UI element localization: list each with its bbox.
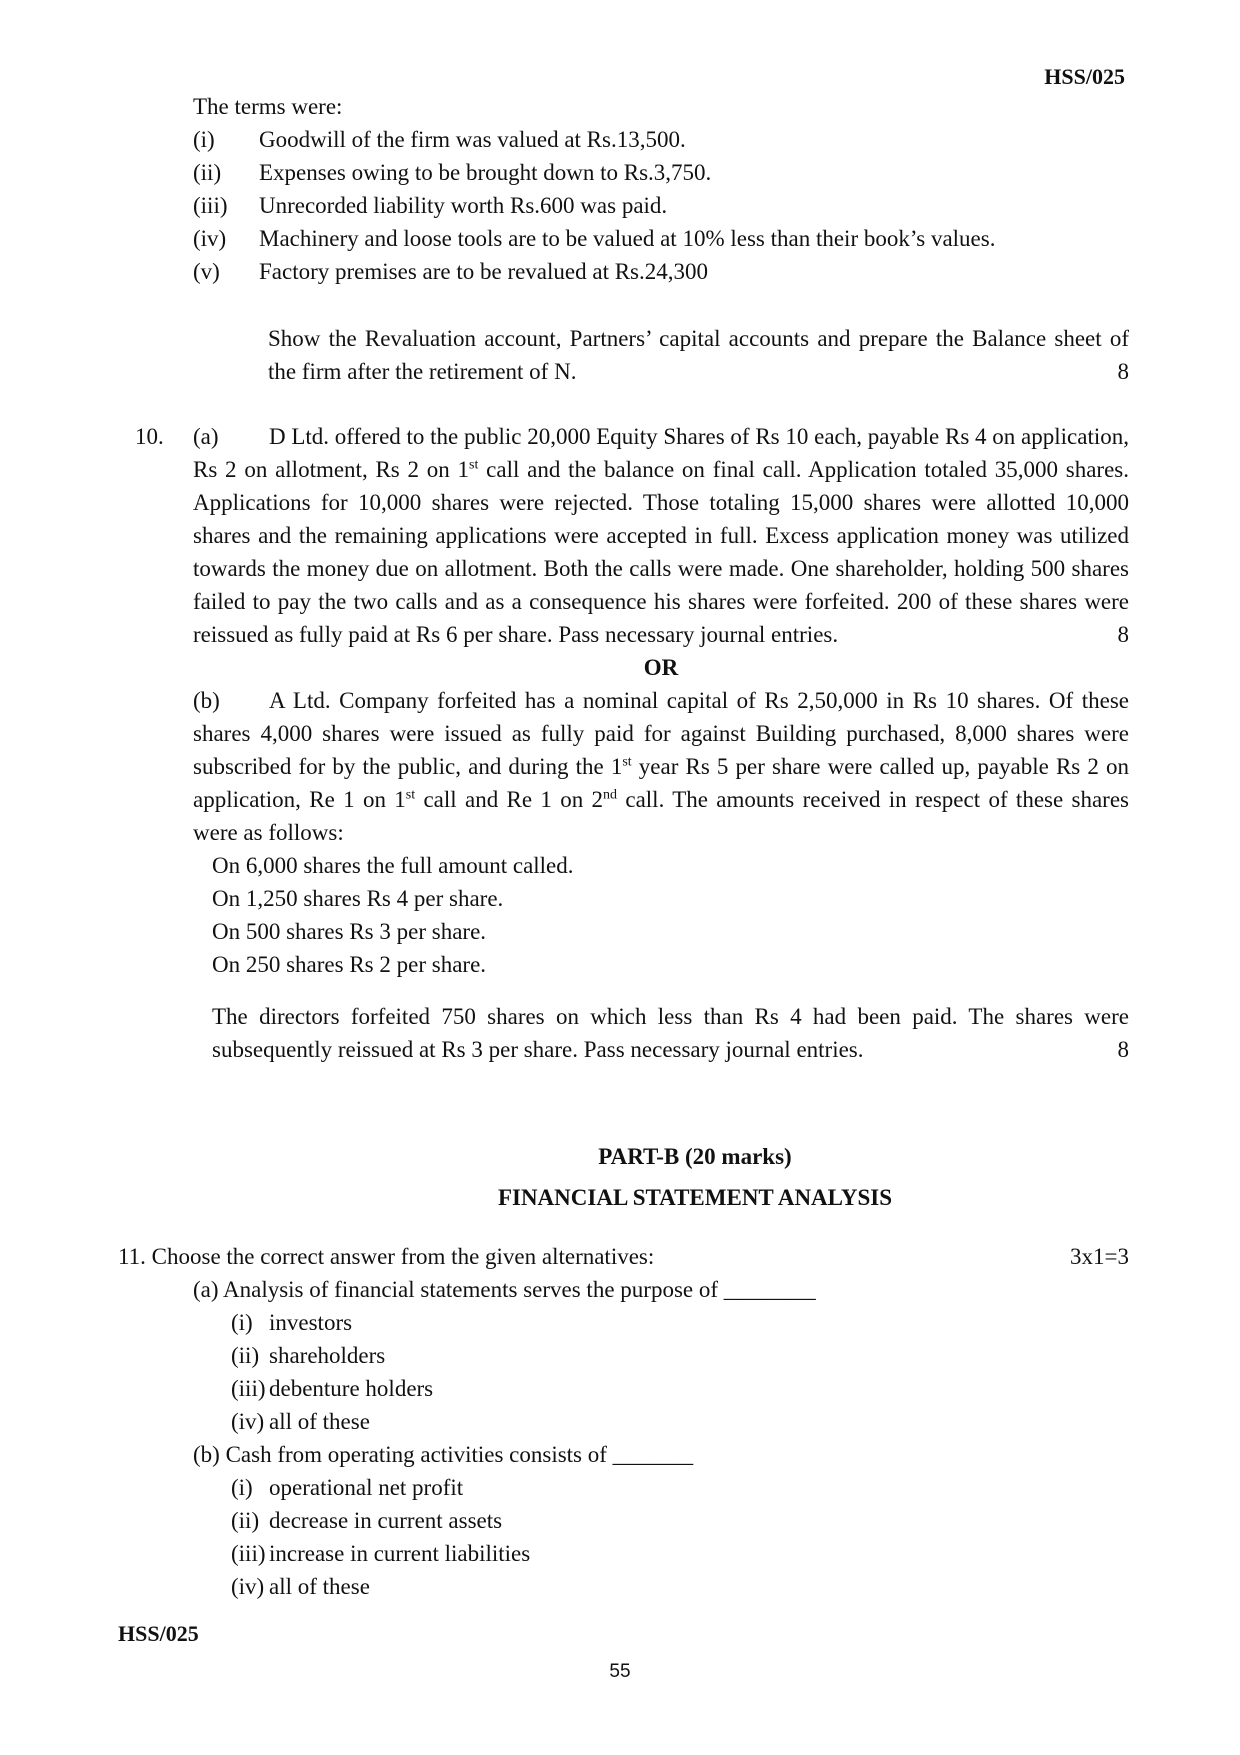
option-item: [231, 1570, 1129, 1603]
option-item: [231, 1405, 1129, 1438]
list-item: On 6,000 shares the full amount called.: [212, 853, 574, 878]
option-text: operational net profit: [269, 1475, 464, 1500]
q10b-closing: [212, 1000, 1129, 1066]
q10b-text: call and Re 1 on 2: [415, 787, 604, 812]
marks-label: 8: [1117, 359, 1129, 384]
q10-part-a: [193, 420, 1129, 651]
q10b-text: call. The amounts received in respect of these shares were as follows:: [193, 787, 1129, 845]
header-doc-code: HSS/025: [1044, 64, 1125, 89]
q11a-label: (a) Analysis of financial statements serves the purpose of ________: [193, 1277, 816, 1302]
term-num: (iv): [193, 226, 227, 251]
option-text: all of these: [269, 1409, 370, 1434]
q11-header: [118, 1240, 1129, 1273]
option-text: increase in current liabilities: [269, 1541, 531, 1566]
terms-task: [268, 322, 1129, 388]
list-item: On 1,250 shares Rs 4 per share.: [212, 886, 504, 911]
option-item: [231, 1339, 1129, 1372]
section-subject: FINANCIAL STATEMENT ANALYSIS: [497, 1185, 893, 1210]
option-num: (iv): [231, 1574, 265, 1599]
share-amount-list: [212, 849, 1129, 981]
option-num: (ii): [231, 1508, 260, 1533]
q11b-label: (b) Cash from operating activities consists of _______: [193, 1442, 694, 1467]
footer-doc-code: HSS/025: [118, 1621, 199, 1646]
question-10: [135, 420, 1129, 1066]
option-item: [231, 1537, 1129, 1570]
superscript: st: [469, 457, 479, 473]
q10-part-b: [193, 684, 1129, 849]
option-num: (i): [231, 1310, 253, 1335]
sub-label: (a): [193, 424, 219, 449]
terms-intro: The terms were:: [193, 94, 343, 119]
option-item: [231, 1372, 1129, 1405]
option-text: investors: [269, 1310, 353, 1335]
option-item: [231, 1504, 1129, 1537]
option-num: (i): [231, 1475, 253, 1500]
option-text: shareholders: [269, 1343, 386, 1368]
option-num: (iii): [231, 1541, 266, 1566]
part-b-title: PART-B (20 marks): [598, 1144, 792, 1169]
term-item: [193, 222, 1133, 255]
q10a-text: call and the balance on final call. Application totaled 35,000 shares. Applications for 10,000 shares were rejected. Those totaling 15,000 shares were allotted 10,000 shares and the remaining applications were accepted in full. Excess application money was utilized towards the money due on allotment. Both the calls were made. One shareholder, holding 500 shares failed to pay the two calls and as a consequence his shares were forfeited. 200 of these shares were reissued as fully paid at Rs 6 per share. Pass necessary journal entries.: [193, 457, 1129, 647]
list-item: On 250 shares Rs 2 per share.: [212, 952, 487, 977]
superscript: nd: [603, 787, 618, 803]
term-text: Machinery and loose tools are to be valued at 10% less than their book’s values.: [259, 226, 996, 251]
term-text: Unrecorded liability worth Rs.600 was paid.: [259, 193, 668, 218]
question-11: [118, 1240, 1129, 1603]
option-item: [231, 1471, 1129, 1504]
q11-prompt: 11. Choose the correct answer from the given alternatives:: [118, 1244, 655, 1269]
or-separator: OR: [643, 655, 679, 680]
superscript: st: [405, 787, 416, 803]
option-text: debenture holders: [269, 1376, 434, 1401]
term-item: [193, 156, 1133, 189]
term-text: Expenses owing to be brought down to Rs.3,750.: [259, 160, 712, 185]
closing-text: The directors forfeited 750 shares on which less than Rs 4 had been paid. The shares were subsequently reissued at Rs 3 per share. Pass necessary journal entries.: [212, 1004, 1129, 1062]
superscript: st: [622, 754, 632, 770]
term-item: [193, 123, 1133, 156]
term-text: Goodwill of the firm was valued at Rs.13,500.: [259, 127, 686, 152]
option-num: (ii): [231, 1343, 260, 1368]
term-text: Factory premises are to be revalued at Rs.24,300: [259, 259, 709, 284]
option-text: all of these: [269, 1574, 370, 1599]
option-num: (iv): [231, 1409, 265, 1434]
question-number: 10.: [135, 424, 164, 449]
option-num: (iii): [231, 1376, 266, 1401]
option-text: decrease in current assets: [269, 1508, 503, 1533]
marks-label: 3x1=3: [1070, 1244, 1129, 1269]
q10b-text: A Ltd. Company forfeited has a nominal capital of Rs 2,50,000 in Rs 10 shares. Of these shares 4,000 shares were issued as fully paid for against Building purchased, 8,000 shares were subscribed for by the public, and during the 1: [193, 688, 1129, 779]
page-number: 55: [609, 1661, 631, 1682]
marks-label: 8: [1117, 622, 1129, 647]
q10b-text: year Rs 5 per share were called up, payable Rs 2 on application, Re 1 on 1: [193, 754, 1129, 812]
term-num: (i): [193, 127, 215, 152]
sub-label: (b): [193, 688, 220, 713]
term-num: (ii): [193, 160, 222, 185]
task-text: Show the Revaluation account, Partners’ capital accounts and prepare the Balance sheet of the firm after the retirement of N.: [268, 326, 1129, 384]
term-num: (iii): [193, 193, 228, 218]
marks-label: 8: [1117, 1037, 1129, 1062]
term-num: (v): [193, 259, 220, 284]
option-item: [231, 1306, 1129, 1339]
terms-section: [193, 90, 1133, 288]
q10a-text: D Ltd. offered to the public 20,000 Equity Shares of Rs 10 each, payable Rs 4 on application, Rs 2 on allotment, Rs 2 on 1: [193, 424, 1129, 482]
term-item: [193, 255, 1133, 288]
term-item: [193, 189, 1133, 222]
list-item: On 500 shares Rs 3 per share.: [212, 919, 487, 944]
